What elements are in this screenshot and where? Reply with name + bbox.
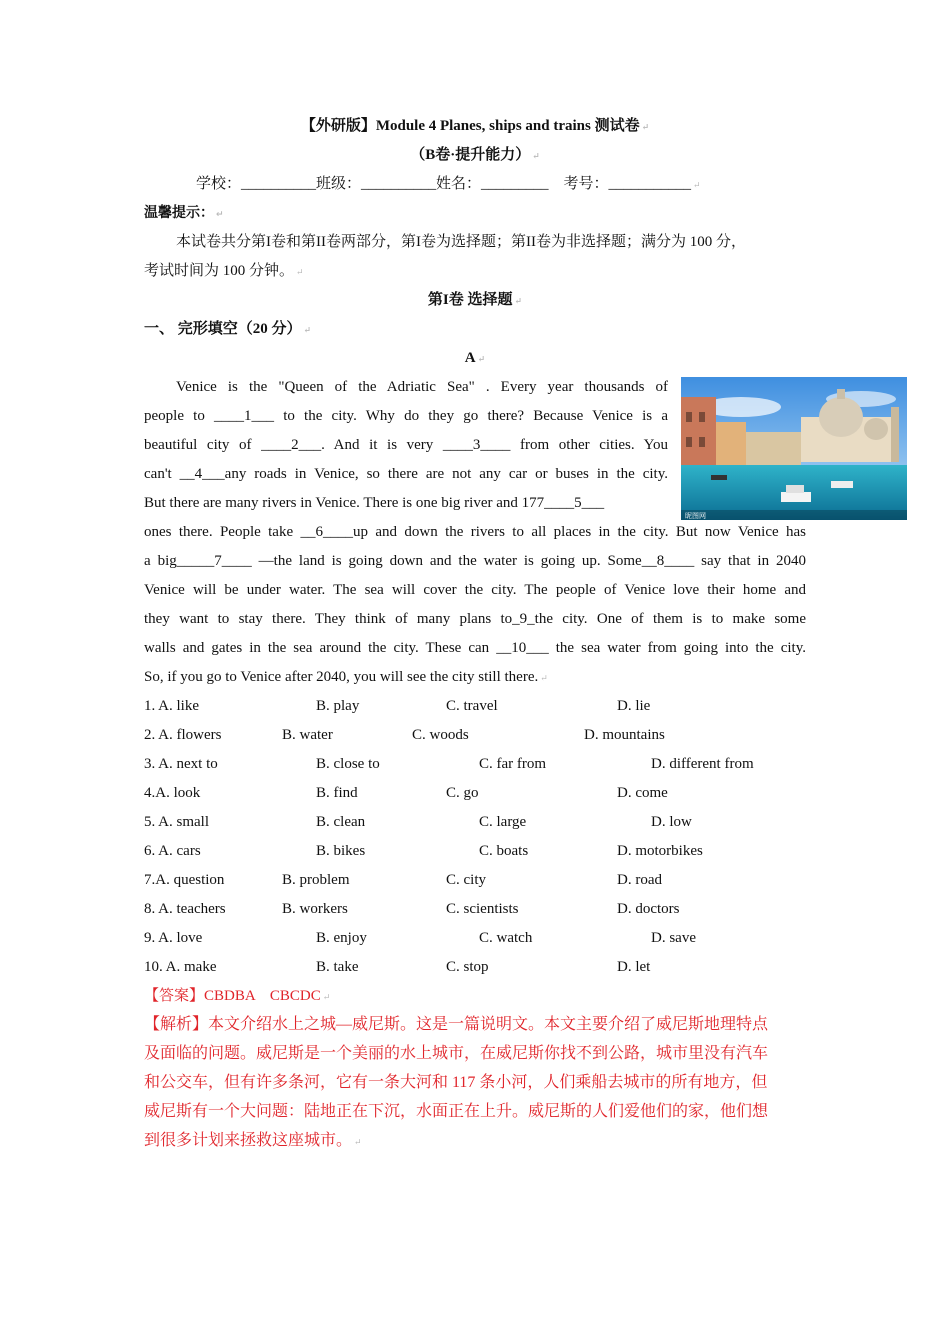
q9-option-a: 9. A. love xyxy=(144,930,203,946)
passage-line-7: a big_____7____ —the land is going down and the water is going up. Some__8____ say that in 2040 xyxy=(144,553,807,569)
passage-line-5: But there are many rivers in Venice. There is one big river and 177____5___ xyxy=(144,495,605,511)
blank-9: _9_ xyxy=(512,611,535,627)
q5-option-d: D. low xyxy=(651,814,692,830)
q2-option-c: C. woods xyxy=(412,727,469,743)
notice-line-1: 本试卷共分第I卷和第II卷两部分，第I卷为选择题；第II卷为非选择题；满分为 100 分， xyxy=(176,234,746,250)
q7-option-b: B. problem xyxy=(282,872,350,888)
q4-option-b: B. find xyxy=(316,785,358,801)
analysis-line-5: 到很多计划来拯救这座城市。 ↵ xyxy=(144,1132,362,1149)
q1-option-a: 1. A. like xyxy=(144,698,199,714)
q3-option-c: C. far from xyxy=(479,756,547,772)
q4-option-c: C. go xyxy=(446,785,479,801)
q2-option-a: 2. A. flowers xyxy=(144,727,222,743)
analysis-line-3: 和公交车，但有许多条河，它有一条大河和 117 条小河，人们乘船去城市的所有地方，但 xyxy=(144,1074,768,1091)
q3-option-b: B. close to xyxy=(316,756,380,772)
q6-option-a: 6. A. cars xyxy=(144,843,201,859)
answer-line: 【答案】CBDBA CBCDC ↵ xyxy=(144,988,331,1004)
passage-line-8: Venice will be under water. The sea will cover the city. The people of Venice love their home and xyxy=(144,582,806,598)
q6-option-c: C. boats xyxy=(479,843,529,859)
blank-5: ____5___ xyxy=(544,495,605,511)
student-info-line: 学校：__________班级：__________姓名：_________ 考号：___________ ↵ xyxy=(196,176,701,192)
notice-heading: 温馨提示： ↵ xyxy=(144,205,224,221)
passage-line-9: they want to stay there. They think of many plans to_9_the city. One of them is to make some xyxy=(144,611,807,627)
blank-7: _____7____ xyxy=(176,553,252,569)
passage-line-2: people to ____1___ to the city. Why do they go there? Because Venice is a xyxy=(144,408,668,424)
notice-line-2: 考试时间为 100 分钟。 ↵ xyxy=(144,263,304,279)
q7-option-a: 7.A. question xyxy=(144,872,225,888)
analysis-line-2: 及面临的问题。威尼斯是一个美丽的水上城市，在威尼斯你找不到公路，城市里没有汽车 xyxy=(144,1045,769,1062)
q8-option-b: B. workers xyxy=(282,901,348,917)
q6-option-b: B. bikes xyxy=(316,843,366,859)
venice-photo xyxy=(681,377,907,520)
q5-option-b: B. clean xyxy=(316,814,366,830)
passage-line-3: beautiful city of ____2___. And it is very ____3____ from other cities. You xyxy=(144,437,668,453)
q10-option-c: C. stop xyxy=(446,959,489,975)
q3-option-d: D. different from xyxy=(651,756,754,772)
q9-option-d: D. save xyxy=(651,930,696,946)
blank-2: ____2___ xyxy=(261,437,322,453)
q8-option-d: D. doctors xyxy=(617,901,680,917)
blank-10: __10___ xyxy=(496,640,549,656)
q4-option-d: D. come xyxy=(617,785,668,801)
q2-option-b: B. water xyxy=(282,727,333,743)
q1-option-b: B. play xyxy=(316,698,360,714)
passage-line-6: ones there. People take __6____up and down the rivers to all places in the city. But now Venice has xyxy=(144,524,806,540)
venice-illustration xyxy=(681,377,907,520)
passage-line-11: So, if you go to Venice after 2040, you will see the city still there. ↵ xyxy=(144,669,548,685)
q9-option-b: B. enjoy xyxy=(316,930,367,946)
watermark-text: 昵图网 xyxy=(685,512,706,520)
section-heading: 一、 完形填空（20 分） ↵ xyxy=(144,321,312,337)
q9-option-c: C. watch xyxy=(479,930,533,946)
passage-line-4: can't __4___any roads in Venice, so there are not any car or buses in the city. xyxy=(144,466,668,482)
passage-line-1: Venice is the "Queen of the Adriatic Sea" . Every year thousands of xyxy=(176,379,668,395)
part-title: 第I卷 选择题 ↵ xyxy=(427,292,523,308)
q4-option-a: 4.A. look xyxy=(144,785,201,801)
q7-option-c: C. city xyxy=(446,872,486,888)
blank-8: __8____ xyxy=(641,553,695,569)
page-title: 【外研版】Module 4 Planes, ships and trains 测试卷 ↵ xyxy=(300,118,650,134)
analysis-line-1: 【解析】本文介绍水上之城—威尼斯。这是一篇说明文。本文主要介绍了威尼斯地理特点 xyxy=(144,1016,769,1033)
q2-option-d: D. mountains xyxy=(584,727,665,743)
q1-option-c: C. travel xyxy=(446,698,498,714)
q8-option-c: C. scientists xyxy=(446,901,519,917)
q7-option-d: D. road xyxy=(617,872,662,888)
blank-6: __6____ xyxy=(300,524,353,540)
q3-option-a: 3. A. next to xyxy=(144,756,218,772)
analysis-line-4: 威尼斯有一个大问题：陆地正在下沉，水面正在上升。威尼斯的人们爱他们的家，他们想 xyxy=(144,1103,769,1120)
blank-3: ____3____ xyxy=(442,437,511,453)
q5-option-a: 5. A. small xyxy=(144,814,210,830)
blank-1: ____1___ xyxy=(214,408,275,424)
page-subtitle: （B卷·提升能力） ↵ xyxy=(410,147,540,163)
q5-option-c: C. large xyxy=(479,814,527,830)
q10-option-b: B. take xyxy=(316,959,359,975)
q10-option-a: 10. A. make xyxy=(144,959,217,975)
q10-option-d: D. let xyxy=(617,959,651,975)
passage-line-10: walls and gates in the sea around the city. These can __10___ the sea water from going into the city. xyxy=(144,640,806,656)
q1-option-d: D. lie xyxy=(617,698,651,714)
q8-option-a: 8. A. teachers xyxy=(144,901,226,917)
q6-option-d: D. motorbikes xyxy=(617,843,703,859)
passage-label: A ↵ xyxy=(464,350,486,366)
blank-4: __4___ xyxy=(179,466,225,482)
